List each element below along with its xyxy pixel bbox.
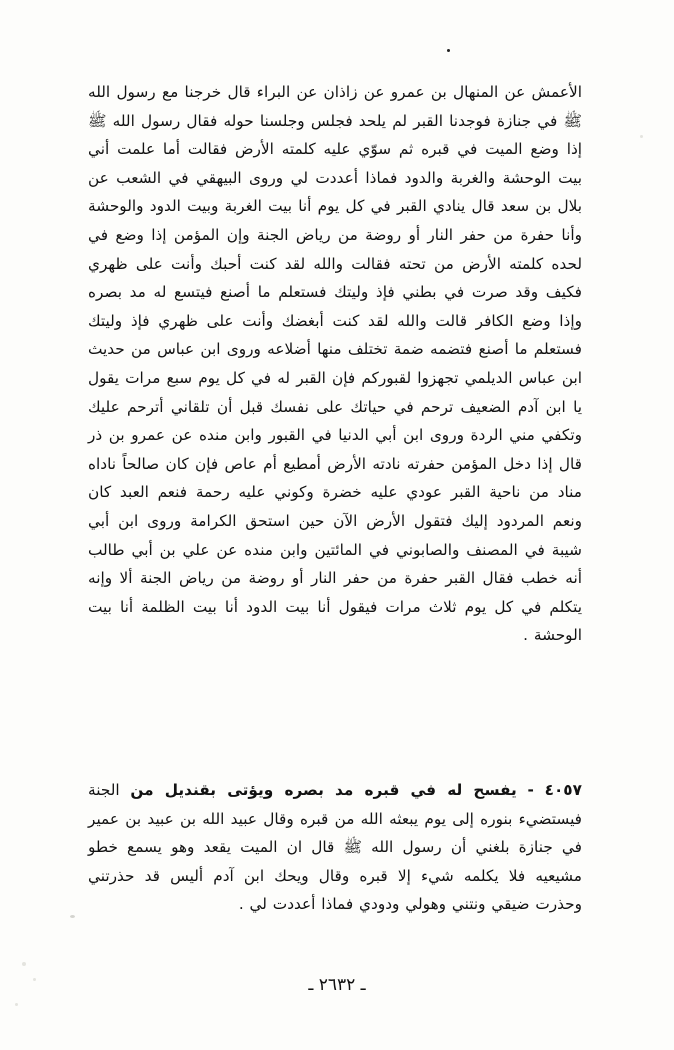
paper-speckle [640,135,643,138]
hadith-entry-block [88,776,582,919]
hadith-body: الجنة فيستضيء بنوره إلى يوم يبعثه الله من قبره وقال عبيد الله بن عبيد بن عمير في جنازة بلغني أن رسول الله ﷺ قال ان الميت يقعد وهو يسمع خطو مشيعيه فلا يكلمه شيء إلا قبره وقال ويحك ابن آدم أليس قد حذرتني وحذرت ضيقي ونتني وهولي ودودي فماذا أعددت لي . [88,781,582,914]
top-ink-dot [447,49,450,52]
main-paragraph: الأعمش عن المنهال بن عمرو عن زاذان عن البراء قال خرجنا مع رسول الله ﷺ في جنازة فوجدنا القبر لم يلحد فجلس وجلسنا حوله فقال رسول الله ﷺ إذا وضع الميت في قبره ثم سوّي عليه كلمته الأرض فقالت أما علمت أني بيت الوحشة والغربة والدود فماذا أعددت لي وروى البيهقي في الشعب عن بلال بن سعد قال ينادي القبر في كل يوم أنا بيت الغربة وبيت الدود والوحشة وأنا حفرة من حفر النار أو روضة من رياض الجنة وإن المؤمن إذا وضع في لحده كلمته الأرض من تحته فقالت والله لقد كنت أحبك وأنت على ظهري فكيف وقد صرت في بطني فإذ وليتك فستعلم ما أصنع فيتسع له مد بصره وإذا وضع الكافر قالت والله لقد كنت أبغضك وأنت على ظهري فإذ وليتك فستعلم ما أصنع فتضمه ضمة تختلف منها أضلاعه وروى ابن عباس من حديث ابن عباس الديلمي تجهزوا لقبوركم فإن القبر له في كل يوم سبع مرات يقول يا ابن آدم الضعيف ترحم في حياتك على نفسك قبل أن تلقاني أترحم عليك وتكفي مني الردة وروى ابن أبي الدنيا في القبور وابن منده عن عمرو بن ذر قال إذا دخل المؤمن حفرته نادته الأرض أمطيع أم عاص فإن كان صالحاً ناداه مناد من ناحية القبر عودي عليه خضرة وكوني عليه رحمة فنعم العبد كان ونعم المردود إليك فتقول الأرض الآن حين استحق الكرامة وروى ابن أبي شيبة في المصنف والصابوني في المائتين وابن منده عن علي بن أبي طالب أنه خطب فقال القبر حفرة من حفر النار أو روضة من رياض الجنة ألا وإنه يتكلم في كل يوم ثلاث مرات فيقول أنا بيت الدود أنا بيت الظلمة أنا بيت الوحشة . [88,83,582,645]
hadith-entry [88,776,582,919]
page-number: ـ ٢٦٣٢ ـ [308,975,366,995]
paper-speckle [22,962,26,966]
main-text-block [88,78,582,650]
paper-speckle [70,915,75,918]
paper-speckle [15,1003,18,1006]
hadith-number: ٤٠٥٧ [544,781,582,799]
hadith-opening: يفسح له في قبره مد بصره ويؤتى بقنديل من [130,781,517,799]
hadith-dash: - [527,781,534,799]
